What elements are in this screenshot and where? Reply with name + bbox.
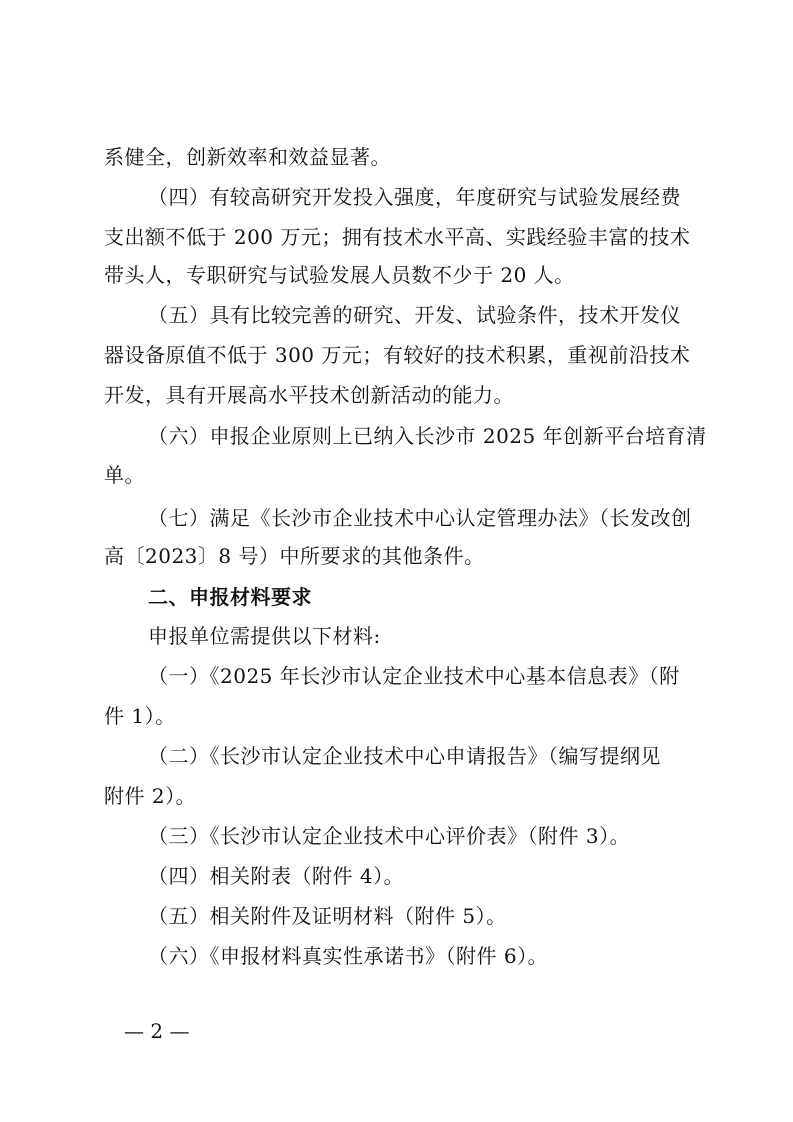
text-line: 件 1）。 [104, 704, 176, 728]
text-line: 高〔2023〕8 号）中所要求的其他条件。 [104, 544, 485, 568]
text-line: （六）申报企业原则上已纳入长沙市 2025 年创新平台培育清 [148, 424, 707, 448]
text-line: 单。 [104, 463, 145, 487]
text-line: 支出额不低于 200 万元；拥有技术水平高、实践经验丰富的技术 [104, 225, 691, 249]
text-line: （七）满足《长沙市企业技术中心认定管理办法》（长发改创 [148, 506, 692, 530]
text-line: 系健全，创新效率和效益显著。 [104, 145, 391, 169]
text-line: （五）相关附件及证明材料（附件 5）。 [148, 904, 507, 928]
text-line: （五）具有比较完善的研究、开发、试验条件，技术开发仪 [148, 303, 681, 327]
page-number: — 2 — [124, 1019, 190, 1043]
text-line: （四）相关附表（附件 4）。 [148, 864, 405, 888]
text-line: 附件 2）。 [104, 784, 197, 808]
text-line: （四）有较高研究开发投入强度，年度研究与试验发展经费 [148, 185, 681, 209]
section-heading: 二、申报材料要求 [148, 585, 312, 609]
text-line: 开发，具有开展高水平技术创新活动的能力。 [104, 383, 514, 407]
text-line: 器设备原值不低于 300 万元；有较好的技术积累，重视前沿技术 [104, 343, 691, 367]
text-line: （一）《2025 年长沙市认定企业技术中心基本信息表》（附 [148, 664, 680, 688]
text-line: （三）《长沙市认定企业技术中心评价表》（附件 3）。 [148, 824, 631, 848]
text-line: （六）《申报材料真实性承诺书》（附件 6）。 [148, 944, 549, 968]
text-line: （二）《长沙市认定企业技术中心申请报告》（编写提纲见 [148, 744, 661, 768]
text-line: 带头人，专职研究与试验发展人员数不少于 20 人。 [104, 263, 575, 287]
text-line: 申报单位需提供以下材料: [148, 624, 381, 648]
